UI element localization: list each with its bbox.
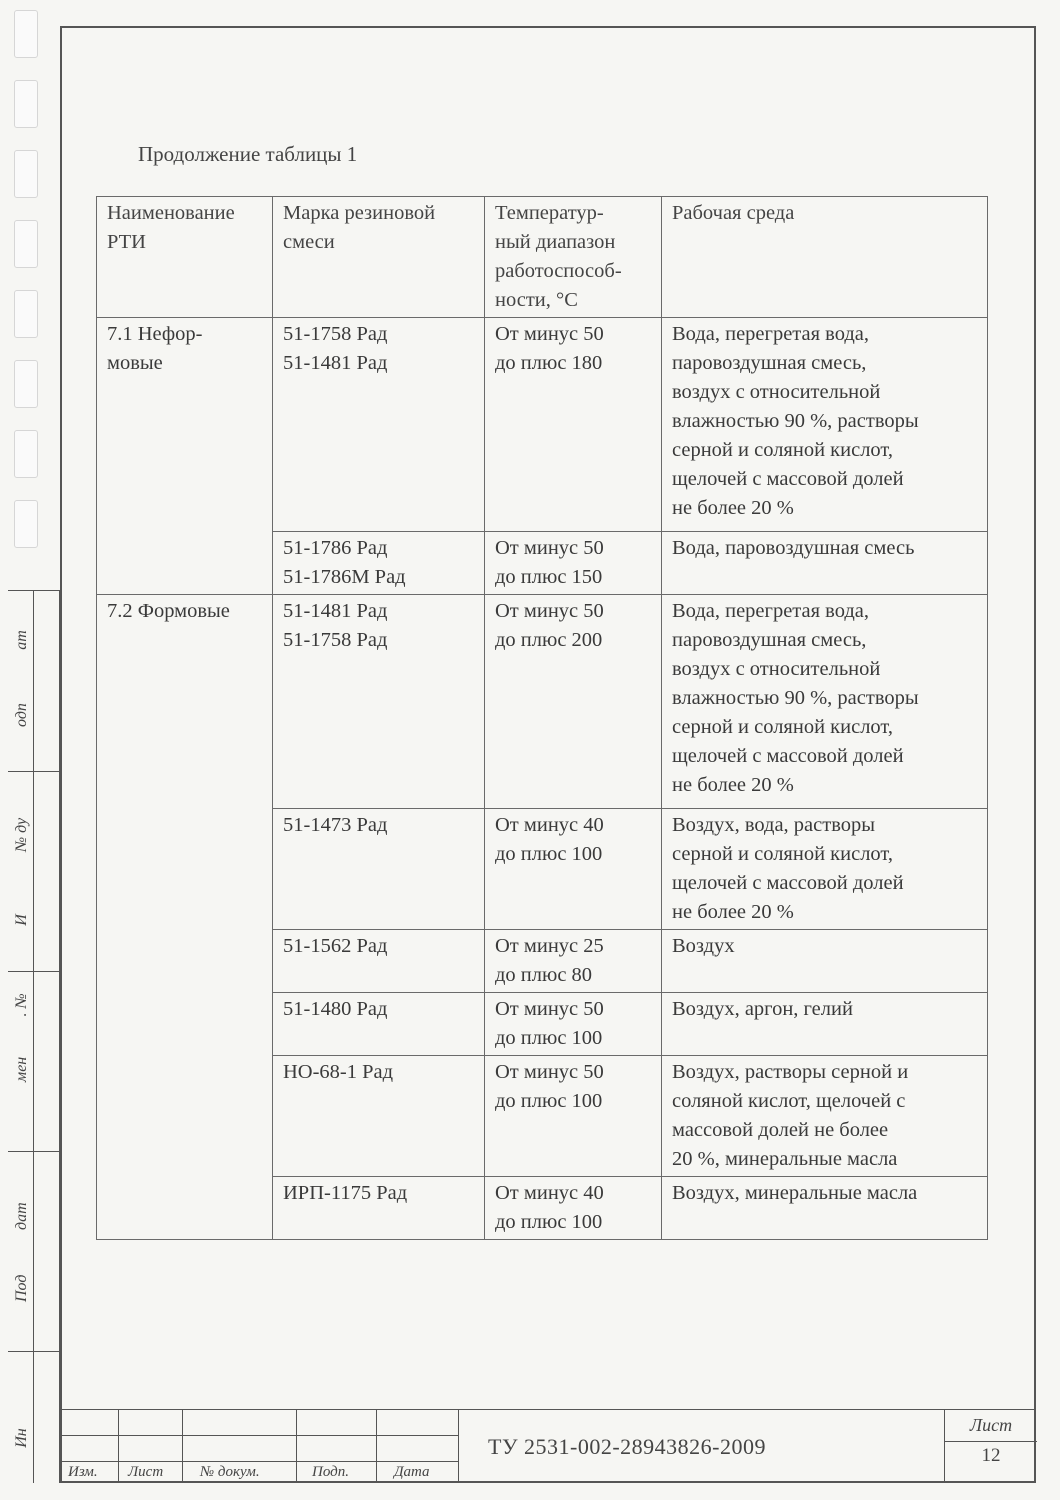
product-name-line: мовые <box>107 352 163 374</box>
rubber-mark-cell <box>273 1177 485 1240</box>
temperature-line: От минус 40 <box>495 814 604 836</box>
product-name-cell <box>97 595 273 1240</box>
binding-hole <box>14 220 38 268</box>
binding-hole <box>14 10 38 58</box>
header-name <box>97 197 273 318</box>
working-medium-cell <box>662 532 988 595</box>
working-medium-line: не более 20 % <box>672 901 794 923</box>
sheet-separator <box>945 1441 1037 1442</box>
header-line: Температур- <box>495 202 604 224</box>
header-doc-number: № докум. <box>200 1464 260 1480</box>
working-medium-line: Вода, паровоздушная смесь <box>672 537 915 559</box>
grid-line <box>458 1409 459 1483</box>
side-label: И <box>13 914 30 926</box>
temperature-cell <box>485 1177 662 1240</box>
header-list: Лист <box>128 1464 164 1480</box>
rubber-mark-line: 51-1758 Рад <box>283 323 388 345</box>
working-medium-line: массовой долей не более <box>672 1119 889 1141</box>
working-medium-line: щелочей с массовой долей <box>672 872 904 894</box>
working-medium-line: 20 %, минеральные масла <box>672 1148 898 1170</box>
header-signature: Подп. <box>312 1464 349 1480</box>
sheet-label: Лист <box>969 1415 1013 1435</box>
rubber-mark-line: НО-68-1 Рад <box>283 1061 394 1083</box>
header-line: смеси <box>283 231 335 253</box>
rubber-mark-cell <box>273 595 485 809</box>
temperature-line: до плюс 180 <box>495 352 603 374</box>
working-medium-line: серной и соляной кислот, <box>672 716 893 738</box>
binding-hole <box>14 500 38 548</box>
rubber-mark-line: 51-1758 Рад <box>283 629 388 651</box>
side-label: Ин <box>13 1428 30 1448</box>
temperature-line: до плюс 100 <box>495 843 603 865</box>
grid-line <box>296 1409 297 1483</box>
working-medium-line: Вода, перегретая вода, <box>672 323 870 345</box>
working-medium-line: влажностью 90 %, растворы <box>672 410 919 432</box>
rubber-mark-cell <box>273 532 485 595</box>
temperature-cell <box>485 318 662 532</box>
rubber-mark-cell <box>273 318 485 532</box>
working-medium-line: Воздух <box>672 935 735 957</box>
product-name-cell <box>97 318 273 595</box>
temperature-line: От минус 50 <box>495 998 604 1020</box>
header-mark <box>273 197 485 318</box>
binding-holes <box>14 10 40 570</box>
working-medium-cell <box>662 318 988 532</box>
rubber-mark-cell <box>273 993 485 1056</box>
working-medium-cell <box>662 809 988 930</box>
side-separator <box>8 771 60 772</box>
working-medium-line: Воздух, вода, растворы <box>672 814 876 836</box>
binding-hole <box>14 430 38 478</box>
working-medium-line: серной и соляной кислот, <box>672 843 893 865</box>
working-medium-line: щелочей с массовой долей <box>672 468 904 490</box>
working-medium-cell <box>662 595 988 809</box>
binding-hole <box>14 290 38 338</box>
temperature-cell <box>485 993 662 1056</box>
grid-line <box>376 1409 377 1483</box>
temperature-line: до плюс 200 <box>495 629 603 651</box>
table-row <box>97 595 988 809</box>
header-date: Дата <box>394 1464 430 1480</box>
working-medium-cell <box>662 930 988 993</box>
temperature-line: От минус 40 <box>495 1182 604 1204</box>
temperature-line: От минус 50 <box>495 537 604 559</box>
rubber-mark-cell <box>273 809 485 930</box>
header-line: ный диапазон <box>495 231 616 253</box>
header-temp <box>485 197 662 318</box>
working-medium-line: Вода, перегретая вода, <box>672 600 870 622</box>
header-line: Марка резиновой <box>283 202 436 224</box>
working-medium-line: не более 20 % <box>672 774 794 796</box>
header-line: работоспособ- <box>495 260 622 282</box>
side-label: Под <box>13 1274 30 1302</box>
working-medium-cell <box>662 1177 988 1240</box>
working-medium-line: паровоздушная смесь, <box>672 352 867 374</box>
temperature-cell <box>485 809 662 930</box>
rubber-mark-line: 51-1481 Рад <box>283 600 388 622</box>
header-line: РТИ <box>107 231 146 253</box>
working-medium-line: Воздух, растворы серной и <box>672 1061 909 1083</box>
working-medium-line: воздух с относительной <box>672 381 881 403</box>
table-body <box>97 318 988 1240</box>
working-medium-line: щелочей с массовой долей <box>672 745 904 767</box>
side-separator <box>8 971 60 972</box>
binding-hole <box>14 80 38 128</box>
temperature-line: до плюс 80 <box>495 964 593 986</box>
side-separator <box>8 1351 60 1352</box>
sheet-number: 12 <box>981 1445 1001 1466</box>
side-label: ат <box>13 630 30 650</box>
temperature-line: От минус 50 <box>495 323 604 345</box>
working-medium-line: не более 20 % <box>672 497 794 519</box>
temperature-cell <box>485 1056 662 1177</box>
side-label: дат <box>13 1202 30 1230</box>
grid-line <box>118 1409 119 1483</box>
rubber-mark-cell <box>273 1056 485 1177</box>
temperature-line: до плюс 150 <box>495 566 603 588</box>
header-line: ности, °С <box>495 289 578 311</box>
grid-line <box>60 1435 458 1436</box>
temperature-line: От минус 50 <box>495 600 604 622</box>
revision-grid <box>60 1409 458 1483</box>
temperature-cell <box>485 595 662 809</box>
working-medium-line: соляной кислот, щелочей с <box>672 1090 906 1112</box>
spec-table <box>96 196 988 1240</box>
product-name-line: 7.1 Нефор- <box>107 323 203 345</box>
product-name-line: 7.2 Формовые <box>107 600 230 622</box>
working-medium-line: паровоздушная смесь, <box>672 629 867 651</box>
side-divider <box>33 591 34 1483</box>
working-medium-line: воздух с относительной <box>672 658 881 680</box>
temperature-line: От минус 25 <box>495 935 604 957</box>
temperature-cell <box>485 930 662 993</box>
working-medium-line: влажностью 90 %, растворы <box>672 687 919 709</box>
side-stamp-column <box>8 590 60 1483</box>
working-medium-cell <box>662 993 988 1056</box>
sheet-box <box>944 1409 1036 1483</box>
grid-line <box>60 1461 458 1462</box>
grid-line <box>182 1409 183 1483</box>
rubber-mark-line: 51-1480 Рад <box>283 998 388 1020</box>
rubber-mark-line: 51-1786М Рад <box>283 566 406 588</box>
header-line: Наименование <box>107 202 235 224</box>
side-label: . № <box>13 993 30 1017</box>
temperature-line: до плюс 100 <box>495 1211 603 1233</box>
header-line: Рабочая среда <box>672 202 795 224</box>
rubber-mark-line: 51-1786 Рад <box>283 537 388 559</box>
header-izm: Изм. <box>68 1464 98 1480</box>
temperature-cell <box>485 532 662 595</box>
header-media <box>662 197 988 318</box>
side-label: одп <box>13 703 30 727</box>
table-caption: Продолжение таблицы 1 <box>138 142 358 166</box>
binding-hole <box>14 150 38 198</box>
rubber-mark-cell <box>273 930 485 993</box>
rubber-mark-line: 51-1481 Рад <box>283 352 388 374</box>
side-label: № ду <box>13 817 30 852</box>
table-row <box>97 318 988 532</box>
temperature-line: до плюс 100 <box>495 1090 603 1112</box>
temperature-line: до плюс 100 <box>495 1027 603 1049</box>
rubber-mark-line: ИРП-1175 Рад <box>283 1182 408 1204</box>
temperature-line: От минус 50 <box>495 1061 604 1083</box>
side-separator <box>8 1151 60 1152</box>
rubber-mark-line: 51-1562 Рад <box>283 935 388 957</box>
side-label: мен <box>13 1056 30 1082</box>
working-medium-cell <box>662 1056 988 1177</box>
table-header-row <box>97 197 988 318</box>
document-code: ТУ 2531-002-28943826-2009 <box>488 1434 766 1459</box>
working-medium-line: Воздух, аргон, гелий <box>672 998 853 1020</box>
rubber-mark-line: 51-1473 Рад <box>283 814 388 836</box>
working-medium-line: серной и соляной кислот, <box>672 439 893 461</box>
working-medium-line: Воздух, минеральные масла <box>672 1182 918 1204</box>
binding-hole <box>14 360 38 408</box>
